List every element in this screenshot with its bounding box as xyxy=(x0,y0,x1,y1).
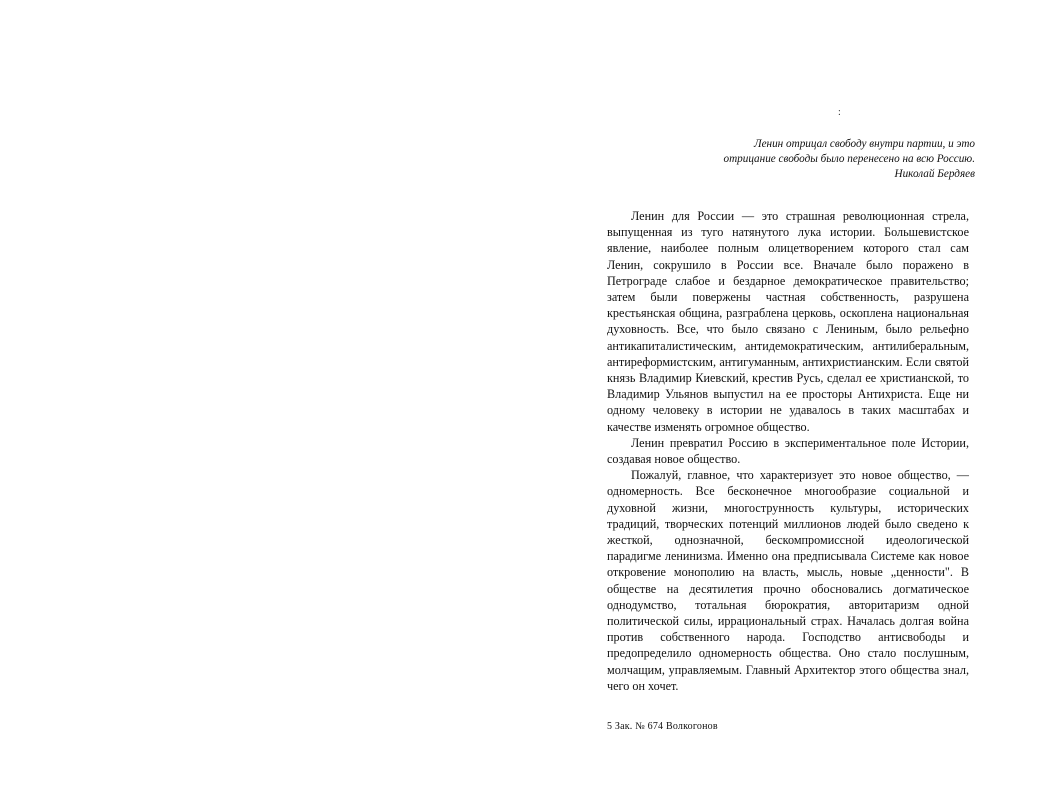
epigraph-author: Николай Бердяев xyxy=(894,168,975,180)
signature-mark: 5 Зак. № 674 Волкогонов xyxy=(607,721,718,732)
paragraph: Ленин превратил Россию в экспериментальное поле Истории, создавая новое общество. xyxy=(607,435,969,467)
paragraph: Пожалуй, главное, что характеризует это новое общество, — одномерность. Все бесконечное многообразие социальной и духовной жизни, многострунность культуры, исторических традиций, творческих потенций миллионов людей было сведено к жесткой, однозначной, бескомпромиссной идеологической парадигме ленинизма. Именно она предписывала Системе как новое откровение монополию на власть, мысль, новые „ценности". В обществе на десятилетия прочно обосновались догматическое однодумство, тотальная бюрократия, авторитаризм одной политической силы, иррациональный страх. Началась долгая война против собственного народа. Господство антисвободы и предопределило одномерность общества. Оно стало послушным, молчащим, управляемым. Главный Архитектор этого общества знал, чего он хочет. xyxy=(607,468,969,693)
paragraph: Ленин для России — это страшная революционная стрела, выпущенная из туго натянутого лука истории. Большевистское явление, наиболее полным олицетворением которого стал сам Ленин, сокрушило в России все. Вначале было поражено в Петрограде слабое и бездарное демократическое правительство; затем были повержены частная собственность, разрушена крестьянская община, разграблена церковь, оскоплена национальная духовность. Все, что было связано с Лениным, было рельефно антикапиталистическим, антидемократическим, антилиберальным, антиреформистским, антигуманным, антихристианским. Если святой князь Владимир Киевский, крестив Русь, сделал ее христианской, то Владимир Ульянов выпустил на ее просторы Антихриста. Еще ни одному человеку в истории не удавалось в таких масштабах и качестве изменять огромное общество. xyxy=(607,209,969,434)
page-speck: : xyxy=(838,107,841,118)
epigraph xyxy=(700,137,975,182)
epigraph-quote: Ленин отрицал свободу внутри партии, и это отрицание свободы было перенесено на всю Россию. xyxy=(723,138,975,165)
main-text xyxy=(607,208,969,694)
